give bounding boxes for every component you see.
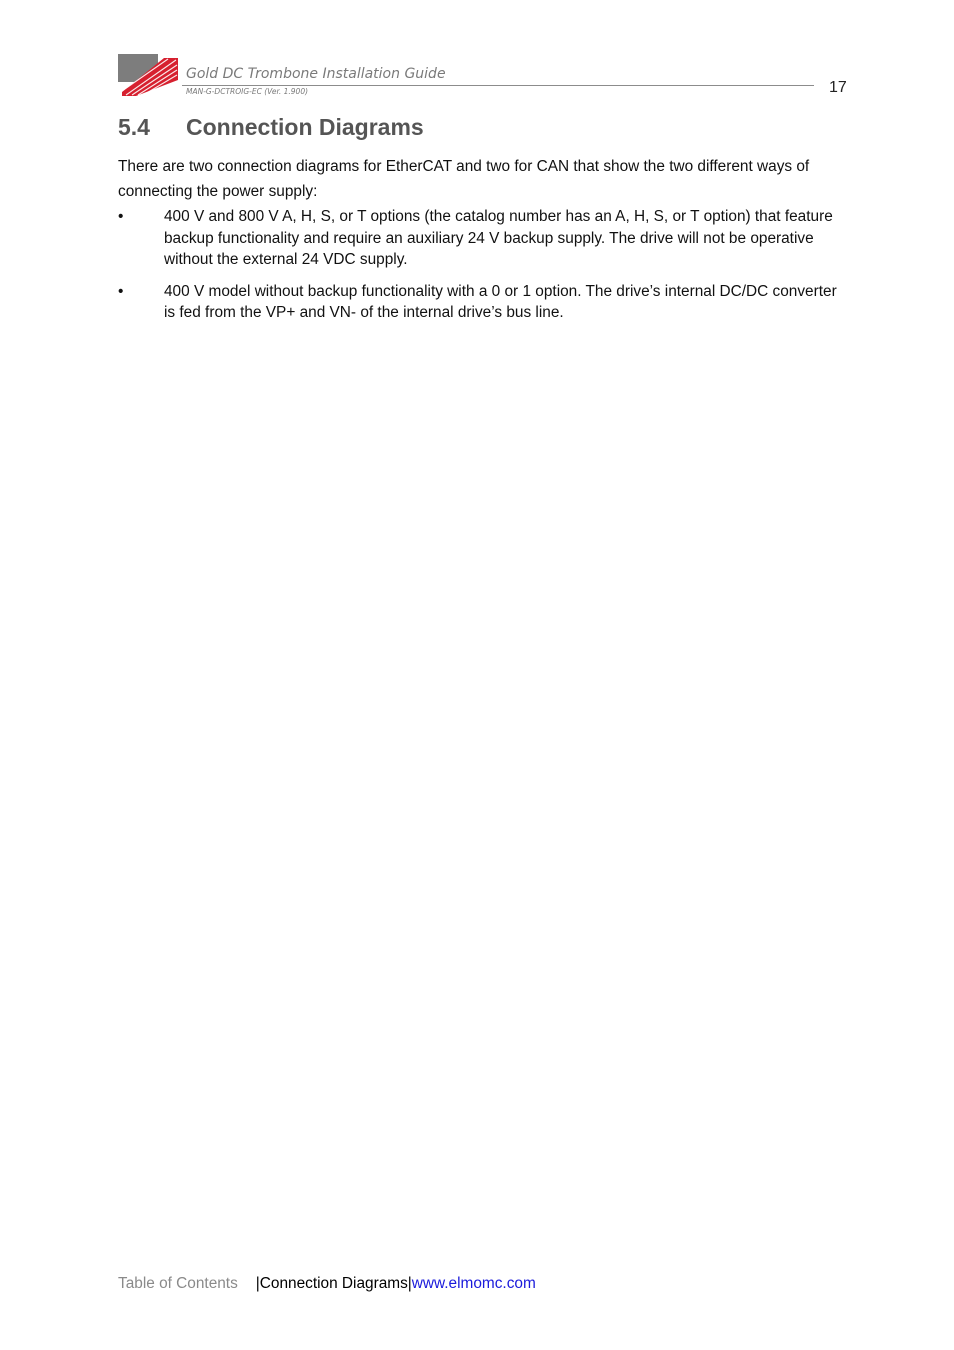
section-number: 5.4 [118,114,150,140]
footer [118,1275,536,1293]
section-heading [118,114,424,141]
footer-section-name: Connection Diagrams [259,1275,408,1292]
bullet-glyph: • [118,208,124,225]
section-title: Connection Diagrams [186,114,424,140]
header-rule [182,85,814,86]
page-number: 17 [829,79,847,96]
elmo-logo-icon [118,54,178,96]
footer-separator: | [255,1275,260,1292]
intro-paragraph: There are two connection diagrams for EtherCAT and two for CAN that show the two different ways of connecting the power supply: [118,158,810,200]
bullet-glyph: • [118,282,124,300]
list-item-text: 400 V and 800 V A, H, S, or T options (the catalog number has an A, H, S, or T option) that feature backup functionality and require an auxiliary 24 V backup supply. The drive will not be operative without the external 24 VDC supply. [164,208,833,268]
footer-website-link[interactable]: www.elmomc.com [411,1275,536,1292]
bullet-list [118,206,846,334]
footer-toc-link[interactable]: Table of Contents [118,1275,238,1292]
list-item [118,206,846,271]
header-subtitle: MAN-G-DCTROIG-EC (Ver. 1.900) [186,87,309,96]
footer-separator: | [407,1275,412,1292]
header-title: Gold DC Trombone Installation Guide [186,66,446,82]
list-item-text: 400 V model without backup functionality with a 0 or 1 option. The drive’s internal DC/DC converter is fed from the VP+ and VN- of the internal drive’s bus line. [164,282,837,321]
list-item [118,281,846,324]
